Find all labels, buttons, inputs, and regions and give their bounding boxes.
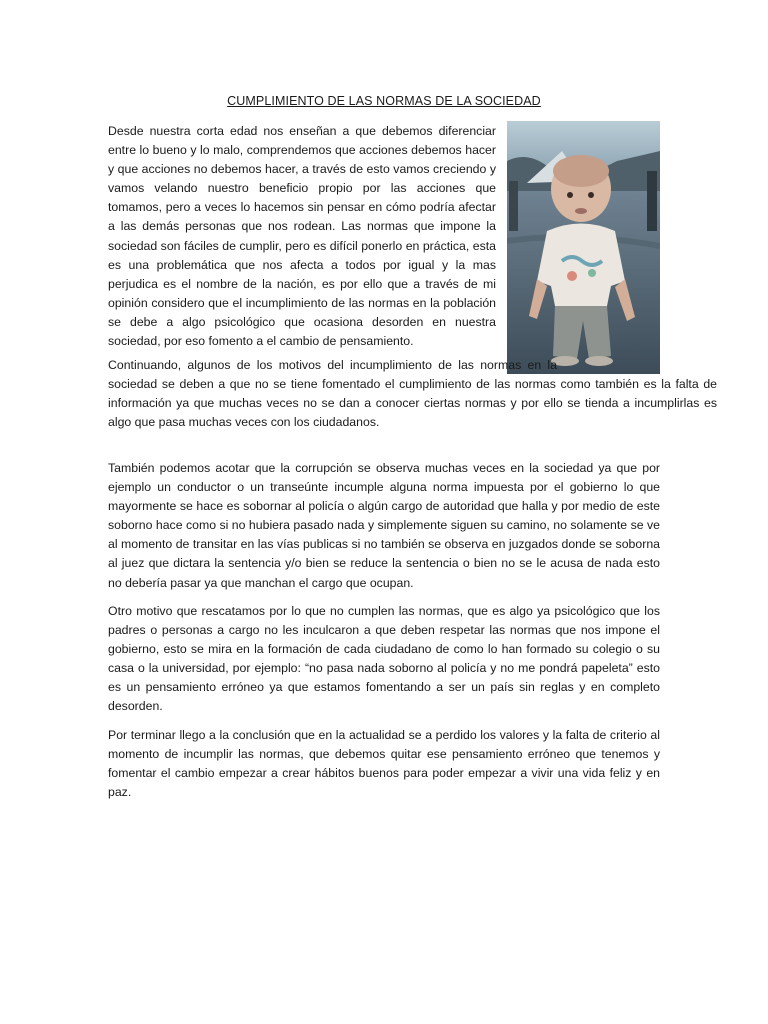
paragraph-2 xyxy=(108,356,717,432)
paragraph-3: También podemos acotar que la corrupción se observa muchas veces en la sociedad ya que por ejemplo un conductor o un transeúnte incumple alguna norma impuesta por el gobierno lo que mayormente se hace es sobornar al policía o algún cargo de autoridad que halla y por medio de este soborno hace como si no hubiera pasado nada y simplemente siguen su camino, no solamente se ve al momento de transitar en las vías publicas si no también se observa en juzgados donde se soborna al juez que dictara la sentencia y/o bien se reduce la sentencia o bien no se le acusa de nada esto no debería pasar ya que manchan el cargo que ocupan. xyxy=(108,461,660,590)
photo-wrap-spacer xyxy=(557,356,717,375)
paragraph-1: Desde nuestra corta edad nos enseñan a que debemos diferenciar entre lo bueno y lo malo, comprendemos que acciones debemos hacer y que acciones no debemos hacer, a través de esto vamos creciendo y vamos velando nuestro beneficio propio por las acciones que tomamos, pero a veces lo hacemos sin pensar en cómo podría afectar a las demás personas que nos rodean. Las normas que impone la sociedad son fáciles de cumplir, pero es difícil ponerlo en práctica, esta es una problemática que nos afecta a todos por igual y la mas perjudica es el nombre de la nación, es por ello que a través de mi opinión considero que el incumplimiento de las normas en la población se debe a algo psicológico que ocasiona desorden en nuestra sociedad, por eso fomento a el cambio de pensamiento. xyxy=(108,124,496,349)
paragraph-4: Otro motivo que rescatamos por lo que no cumplen las normas, que es algo ya psicológico que los padres o personas a cargo no les inculcaron a que deben respetar las normas que nos impone el gobierno, esto se mira en la formación de cada ciudadano de como lo han formado su colegio o su casa o la universidad, por ejemplo: “no pasa nada soborno al policía y no me pondrá papeleta” esto es un pensamiento erróneo ya que estamos fomentando a ser un país sin reglas y en completo desorden. xyxy=(108,604,660,714)
paragraph-2-text: Continuando, algunos de los motivos del incumplimiento de las normas en la sociedad se deben a que no se tiene fomentado el cumplimiento de las normas como también es la falta de información ya que muchas veces no se dan a conocer ciertas normas y por ello se tienda a incumplirlas es algo que pasa muchas veces con los ciudadanos. xyxy=(108,358,717,430)
toddler-photo xyxy=(507,121,660,374)
document-title: CUMPLIMIENTO DE LAS NORMAS DE LA SOCIEDAD xyxy=(227,94,541,108)
photo-toddler-icon xyxy=(507,121,660,374)
paragraph-5: Por terminar llego a la conclusión que en la actualidad se a perdido los valores y la falta de criterio al momento de incumplir las normas, que debemos quitar ese pensamiento erróneo que tenemos y fomentar el cambio empezar a crear hábitos buenos para poder empezar a vivir una vida feliz y en paz. xyxy=(108,728,660,800)
